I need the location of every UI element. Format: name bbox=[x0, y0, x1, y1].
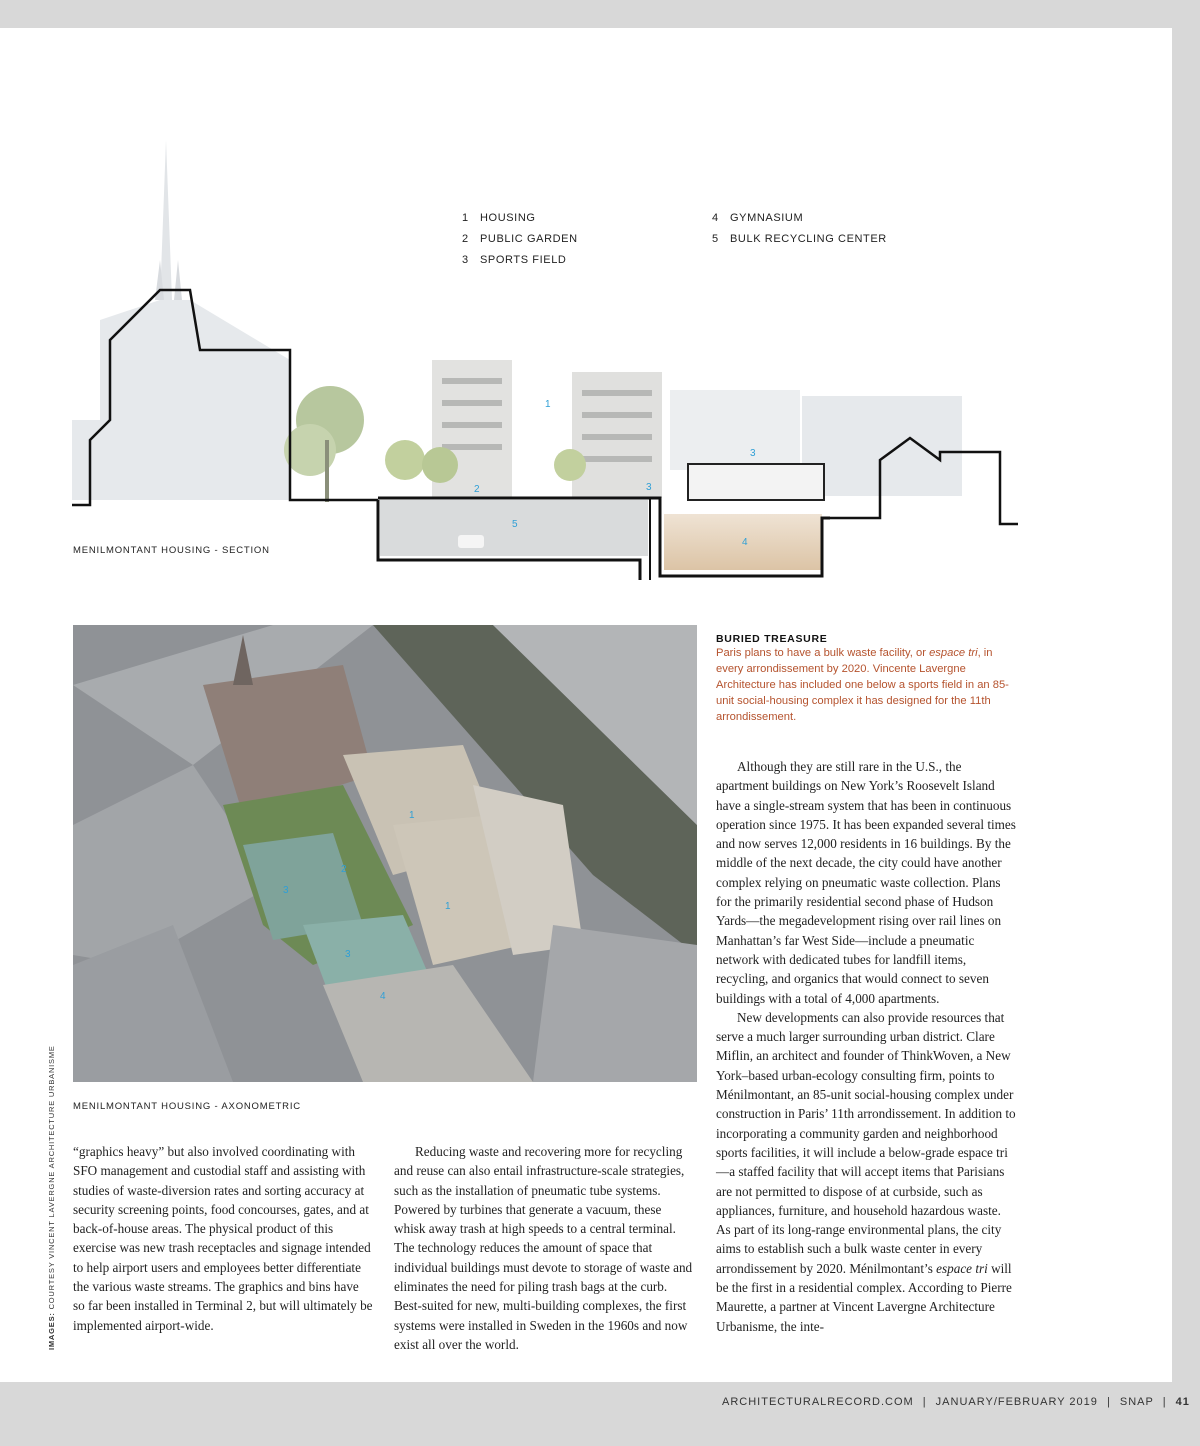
image-credit bbox=[47, 1045, 56, 1350]
section-marker: 3 bbox=[646, 482, 652, 493]
section-caption: MENILMONTANT HOUSING - SECTION bbox=[73, 545, 270, 556]
axo-marker: 3 bbox=[345, 949, 351, 960]
axo-marker: 3 bbox=[283, 885, 289, 896]
paragraph bbox=[716, 1008, 1017, 1336]
section-marker: 4 bbox=[742, 537, 748, 548]
background-building bbox=[670, 390, 800, 470]
footer-site: ARCHITECTURALRECORD.COM bbox=[722, 1396, 914, 1408]
balcony bbox=[582, 390, 652, 396]
church-spire bbox=[160, 140, 172, 300]
tree bbox=[422, 447, 458, 483]
axonometric-image bbox=[73, 625, 697, 1082]
axo-marker: 4 bbox=[380, 991, 386, 1002]
footer-section: SNAP bbox=[1119, 1396, 1154, 1408]
axo-marker: 1 bbox=[445, 901, 451, 912]
legend-label: GYMNASIUM bbox=[730, 212, 804, 224]
paragraph-part: will be the first in a residential complex. According to Pierre Maurette, a partner at Vincent Lavergne Architecture Urbanisme, the inte- bbox=[716, 1260, 1012, 1334]
section-marker: 3 bbox=[750, 448, 756, 459]
footer-divider: | bbox=[1106, 1396, 1111, 1408]
legend-number: 5 bbox=[712, 233, 719, 245]
axo-marker: 1 bbox=[409, 810, 415, 821]
legend-number: 4 bbox=[712, 212, 719, 224]
footer-divider: | bbox=[922, 1396, 927, 1408]
page-number: 41 bbox=[1175, 1396, 1190, 1408]
city-block bbox=[533, 925, 697, 1082]
vehicle bbox=[458, 535, 484, 548]
legend-label: PUBLIC GARDEN bbox=[480, 233, 578, 245]
legend-number: 2 bbox=[462, 233, 469, 245]
tree-trunk bbox=[325, 440, 329, 502]
paragraph-part: New developments can also provide resources that serve a much larger surrounding urban district. Clare Miflin, an architect and founder of ThinkWoven, a New York–based urban-ecology consulting firm, points to Ménilmontant, an 85-unit social-housing complex under construction in Paris’ 11th arrondissement. In addition to incorporating a community garden and neighborhood sports facilities, it will include a below-grade espace tri—a staffed facility that will accept items that Parisians are not permitted to dispose of at curbside, such as appliances, furniture, and household hazardous waste. As part of its long-range environmental plans, the city aims to establish such a bulk waste center in every arrondissement by 2020. Ménilmontant’s bbox=[716, 1009, 1016, 1276]
sidebar-text-part: , in every arrondissement by 2020. Vincente Lavergne Architecture has included one below a sports field in an 85-unit social-housing complex it has designed for the 11th arrondissement. bbox=[716, 647, 1009, 723]
body-column-1 bbox=[73, 1142, 373, 1335]
balcony bbox=[442, 378, 502, 384]
gym-pavilion bbox=[688, 464, 824, 500]
section-marker: 2 bbox=[474, 484, 480, 495]
body-column-3 bbox=[716, 757, 1017, 1336]
paragraph: Reducing waste and recovering more for recycling and reuse can also entail infrastructure-scale strategies, such as the installation of pneumatic tube systems. Powered by turbines that generate a vacuum, these whisk away trash at high speeds to a central terminal. The technology reduces the amount of space that individual buildings must devote to storage of waste and eliminates the need for piling trash bags at the curb. Best-suited for new, multi-building complexes, the first systems were installed in Sweden in the 1960s and now exist all over the world. bbox=[394, 1144, 693, 1352]
sidebar-text-part: Paris plans to have a bulk waste facility, or bbox=[716, 647, 930, 659]
section-marker: 5 bbox=[512, 519, 518, 530]
section-marker: 1 bbox=[545, 399, 551, 410]
balcony bbox=[442, 444, 502, 450]
footer-divider: | bbox=[1162, 1396, 1167, 1408]
axo-marker: 2 bbox=[341, 864, 347, 875]
tree bbox=[554, 449, 586, 481]
paragraph-italic: espace tri bbox=[936, 1260, 988, 1276]
balcony bbox=[442, 400, 502, 406]
tree bbox=[385, 440, 425, 480]
balcony bbox=[582, 434, 652, 440]
buried-treasure-sidebar bbox=[716, 633, 1016, 725]
legend-number: 3 bbox=[462, 254, 469, 266]
church-building bbox=[72, 300, 290, 500]
body-column-2 bbox=[394, 1142, 694, 1354]
section-drawing bbox=[60, 120, 1030, 590]
sidebar-title: BURIED TREASURE bbox=[716, 633, 828, 645]
balcony bbox=[582, 456, 652, 462]
balcony bbox=[442, 422, 502, 428]
paragraph: “graphics heavy” but also involved coordinating with SFO management and custodial staff and assisting with studies of waste-diversion rates and sorting accuracy at security screening points, food concourses, gates, and at back-of-house areas. The physical product of this exercise was new trash receptacles and signage intended to help airport users and employees better differentiate the various waste streams. The graphics and bins have so far been installed in Terminal 2, but will ultimately be implemented airport-wide. bbox=[73, 1144, 373, 1333]
axonometric-caption: MENILMONTANT HOUSING - AXONOMETRIC bbox=[73, 1101, 301, 1112]
legend-label: SPORTS FIELD bbox=[480, 254, 567, 266]
background-building bbox=[802, 396, 962, 496]
legend-label: BULK RECYCLING CENTER bbox=[730, 233, 887, 245]
paragraph: Although they are still rare in the U.S., the apartment buildings on New York’s Roosevelt Island have a single-stream system that has been in continuous operation since 1975. It has been expanded several times and now serves 12,000 residents in 16 buildings. By the middle of the next decade, the city could have another complex relying on pneumatic waste collection. Plans for the primarily residential second phase of Hudson Yards—the megadevelopment rising over rail lines on Manhattan’s far West Side—include a pneumatic network with dedicated tubes for landfill items, recycling, and organics that would connect to seven buildings with a total of 4,000 apartments. bbox=[716, 759, 1016, 1006]
legend-number: 1 bbox=[462, 212, 469, 224]
sidebar-text-italic: espace tri bbox=[929, 647, 978, 659]
page-footer bbox=[722, 1396, 1190, 1408]
sidebar-text bbox=[716, 645, 1016, 725]
spire-pinnacle bbox=[174, 260, 182, 300]
footer-date: JANUARY/FEBRUARY 2019 bbox=[935, 1396, 1098, 1408]
legend-label: HOUSING bbox=[480, 212, 536, 224]
credit-text: COURTESY VINCENT LAVERGNE ARCHITECTURE URBANISME bbox=[47, 1045, 56, 1313]
credit-label: IMAGES: bbox=[47, 1312, 56, 1350]
balcony bbox=[582, 412, 652, 418]
